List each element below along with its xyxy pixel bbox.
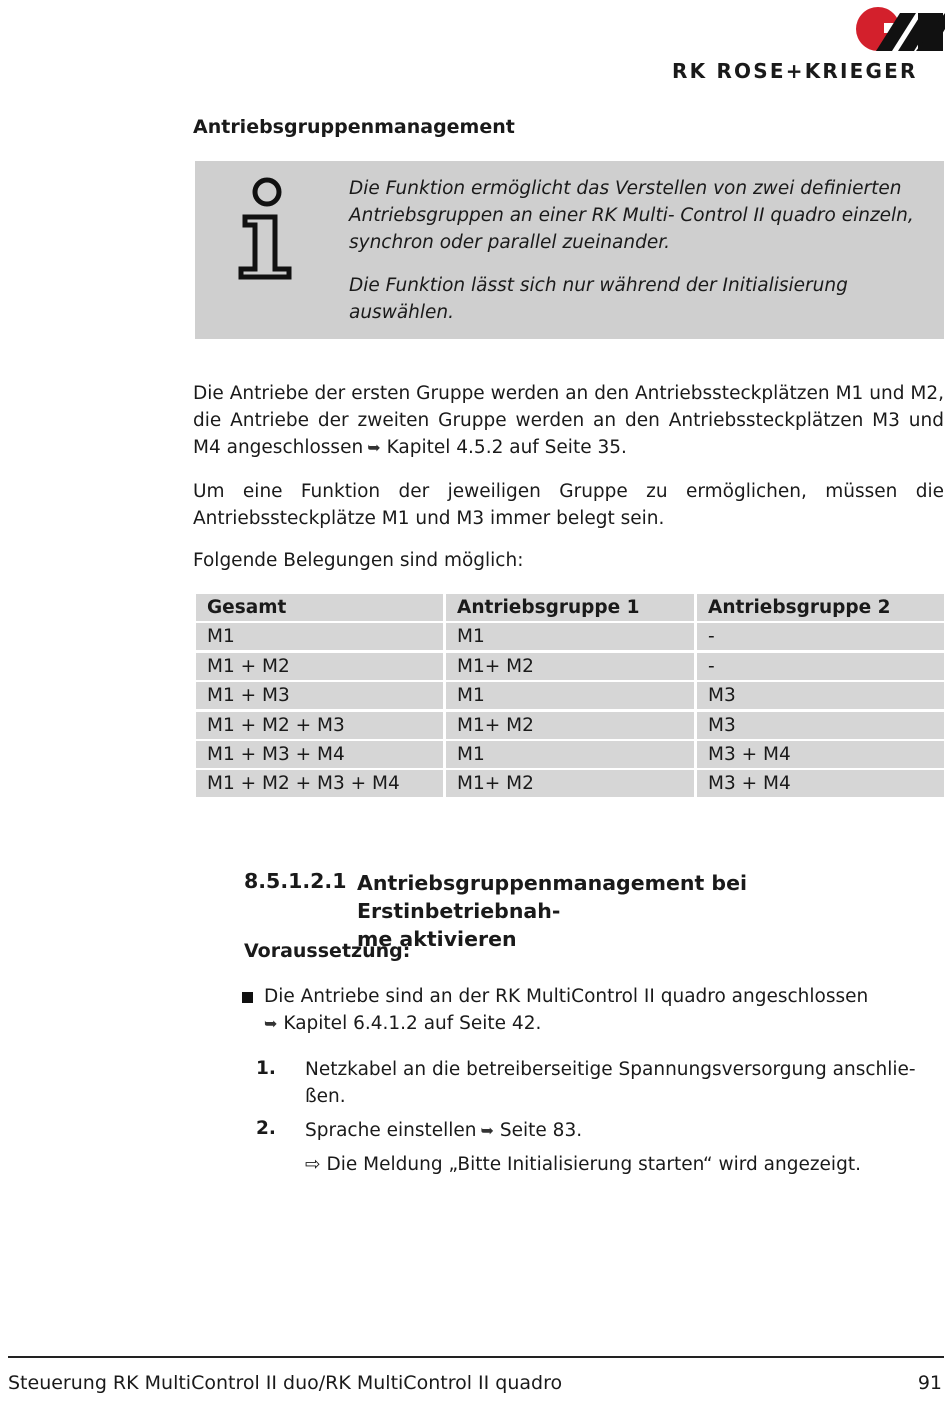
table-cell: M3	[697, 712, 944, 739]
paragraph-text: Die Antriebe der ersten Gruppe werden an den Antriebssteckplätzen M1 und M2, die Antriebe der zweiten Gruppe werden an den Antriebssteckplätzen M3 und M4 angeschlossen	[193, 383, 944, 458]
logo-text: RK ROSE+KRIEGER	[672, 59, 918, 83]
table-cell: M1 + M3	[196, 682, 443, 709]
reference-arrow-icon: ➥	[367, 438, 381, 457]
reference-arrow-icon: ➥	[264, 1014, 278, 1033]
table-cell: M1+ M2	[446, 770, 694, 797]
info-box	[195, 161, 944, 339]
table-cell: M3 + M4	[697, 741, 944, 768]
table-cell: M1	[446, 682, 694, 709]
paragraph-requirement-line2: Antriebssteckplätze M1 und M3 immer belegt sein.	[193, 508, 665, 529]
footer-title: Steuerung RK MultiControl II duo/RK MultiControl II quadro	[8, 1372, 563, 1394]
footer-divider	[8, 1356, 944, 1358]
info-icon	[231, 177, 301, 281]
result-text: Die Meldung „Bitte Initialisierung starten“ wird angezeigt.	[326, 1154, 861, 1175]
prerequisite-label: Voraussetzung:	[244, 940, 411, 962]
step-result	[305, 1151, 925, 1178]
table-row	[196, 712, 944, 739]
table-cell: M1 + M2 + M3 + M4	[196, 770, 443, 797]
prerequisite-item	[264, 983, 924, 1037]
step-text	[305, 1117, 925, 1144]
section-heading: Antriebsgruppenmanagement	[193, 116, 515, 138]
assignment-table	[196, 594, 944, 800]
table-cell: M3 + M4	[697, 770, 944, 797]
step-number: 1.	[256, 1058, 276, 1079]
logo-mark	[670, 5, 945, 57]
result-arrow-icon: ⇨	[305, 1154, 321, 1175]
page-number: 91	[917, 1372, 942, 1394]
reference-link[interactable]: Seite 83.	[499, 1120, 583, 1141]
paragraph-assignments-intro: Folgende Belegungen sind möglich:	[193, 550, 524, 571]
table-cell: M1 + M3 + M4	[196, 741, 443, 768]
table-cell: M1 + M2	[196, 653, 443, 680]
paragraph-requirement-line1: Um eine Funktion der jeweiligen Gruppe zu ermöglichen, müssen die	[193, 481, 944, 502]
table-header-cell: Antriebsgruppe 1	[446, 594, 694, 621]
step-text-line2: ßen.	[305, 1086, 346, 1107]
prerequisite-ref-line	[264, 1010, 924, 1037]
table-cell: M1	[196, 623, 443, 650]
table-row	[196, 682, 944, 709]
subsection-title	[357, 869, 947, 953]
prerequisite-text: Die Antriebe sind an der RK MultiControl II quadro angeschlossen	[264, 986, 869, 1007]
table-cell: -	[697, 623, 944, 650]
bullet-square-icon	[242, 992, 253, 1003]
table-row	[196, 770, 944, 797]
table-cell: M1+ M2	[446, 712, 694, 739]
table-row	[196, 741, 944, 768]
table-header-row	[196, 594, 944, 621]
table-cell: M1	[446, 623, 694, 650]
info-paragraph-2: Die Funktion lässt sich nur während der Initialisierung auswählen.	[349, 275, 848, 323]
reference-arrow-icon: ➥	[480, 1121, 494, 1140]
paragraph-drive-groups	[193, 380, 944, 461]
reference-link[interactable]: Kapitel 6.4.1.2 auf Seite 42.	[283, 1013, 542, 1034]
table-cell: M1 + M2 + M3	[196, 712, 443, 739]
subsection-title-line2: me aktivieren	[357, 927, 517, 951]
subsection-title-line1: Antriebsgruppenmanagement bei Erstinbetriebnah-	[357, 871, 748, 923]
table-cell: M1	[446, 741, 694, 768]
step-number: 2.	[256, 1118, 276, 1139]
table-header-cell: Gesamt	[196, 594, 443, 621]
table-header-cell: Antriebsgruppe 2	[697, 594, 944, 621]
reference-link[interactable]: Kapitel 4.5.2 auf Seite 35.	[386, 437, 627, 458]
table-row	[196, 653, 944, 680]
step-text	[305, 1056, 925, 1110]
table-cell: M1+ M2	[446, 653, 694, 680]
subsection-number: 8.5.1.2.1	[244, 869, 347, 893]
step-text-line1: Netzkabel an die betreiberseitige Spannungsversorgung anschlie-	[305, 1059, 916, 1080]
table-cell: M3	[697, 682, 944, 709]
step-text-content: Sprache einstellen	[305, 1120, 477, 1141]
table-row	[196, 623, 944, 650]
company-logo	[670, 5, 945, 83]
info-paragraph-1: Die Funktion ermöglicht das Verstellen von zwei definierten Antriebsgruppen an einer RK Multi- Control II quadro einzeln, synchron oder parallel zueinander.	[349, 178, 914, 253]
table-cell: -	[697, 653, 944, 680]
